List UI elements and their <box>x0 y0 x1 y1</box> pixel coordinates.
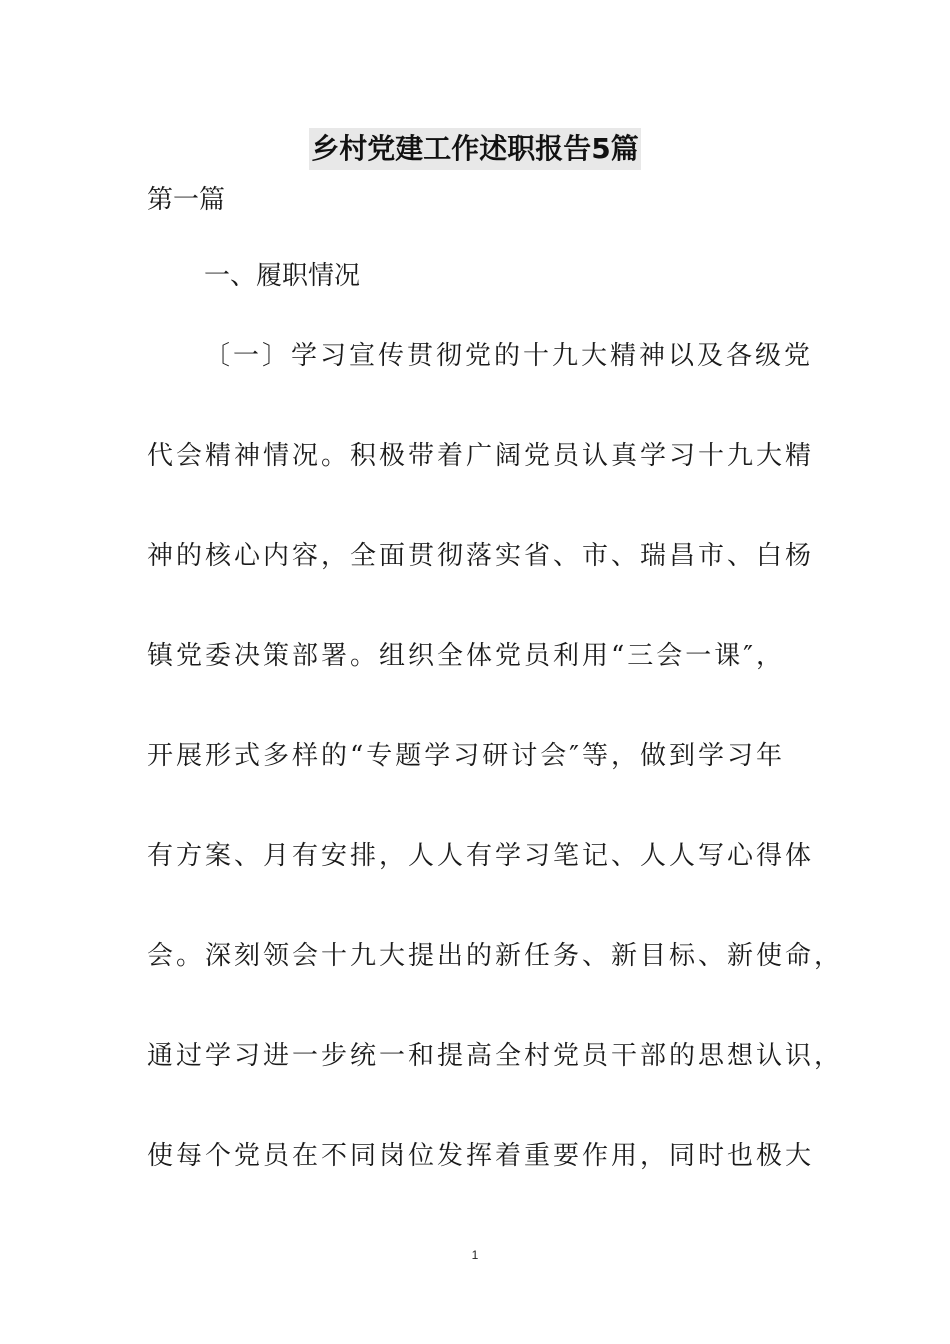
document-title: 乡村党建工作述职报告5篇 <box>309 128 640 170</box>
page-number: 1 <box>471 1248 479 1262</box>
body-line-6: 有方案、月有安排，人人有学习笔记、人人写心得体 <box>147 841 815 871</box>
body-line-2: 代会精神情况。积极带着广阔党员认真学习十九大精 <box>147 441 815 471</box>
title-container <box>0 128 950 170</box>
body-line-1: 〔一〕学习宣传贯彻党的十九大精神以及各级党 <box>204 341 814 371</box>
body-line-3: 神的核心内容，全面贯彻落实省、市、瑞昌市、白杨 <box>147 541 815 571</box>
body-line-7: 会。深刻领会十九大提出的新任务、新目标、新使命， <box>147 941 844 971</box>
body-line-9: 使每个党员在不同岗位发挥着重要作用，同时也极大 <box>147 1141 815 1171</box>
body-line-5: 开展形式多样的“专题学习研讨会″等，做到学习年 <box>147 741 786 771</box>
section-label: 第一篇 <box>147 185 226 215</box>
body-line-8: 通过学习进一步统一和提高全村党员干部的思想认识， <box>147 1041 844 1071</box>
section-heading: 一、履职情况 <box>204 261 361 291</box>
body-line-4: 镇党委决策部署。组织全体党员利用“三会一课″， <box>147 641 786 671</box>
